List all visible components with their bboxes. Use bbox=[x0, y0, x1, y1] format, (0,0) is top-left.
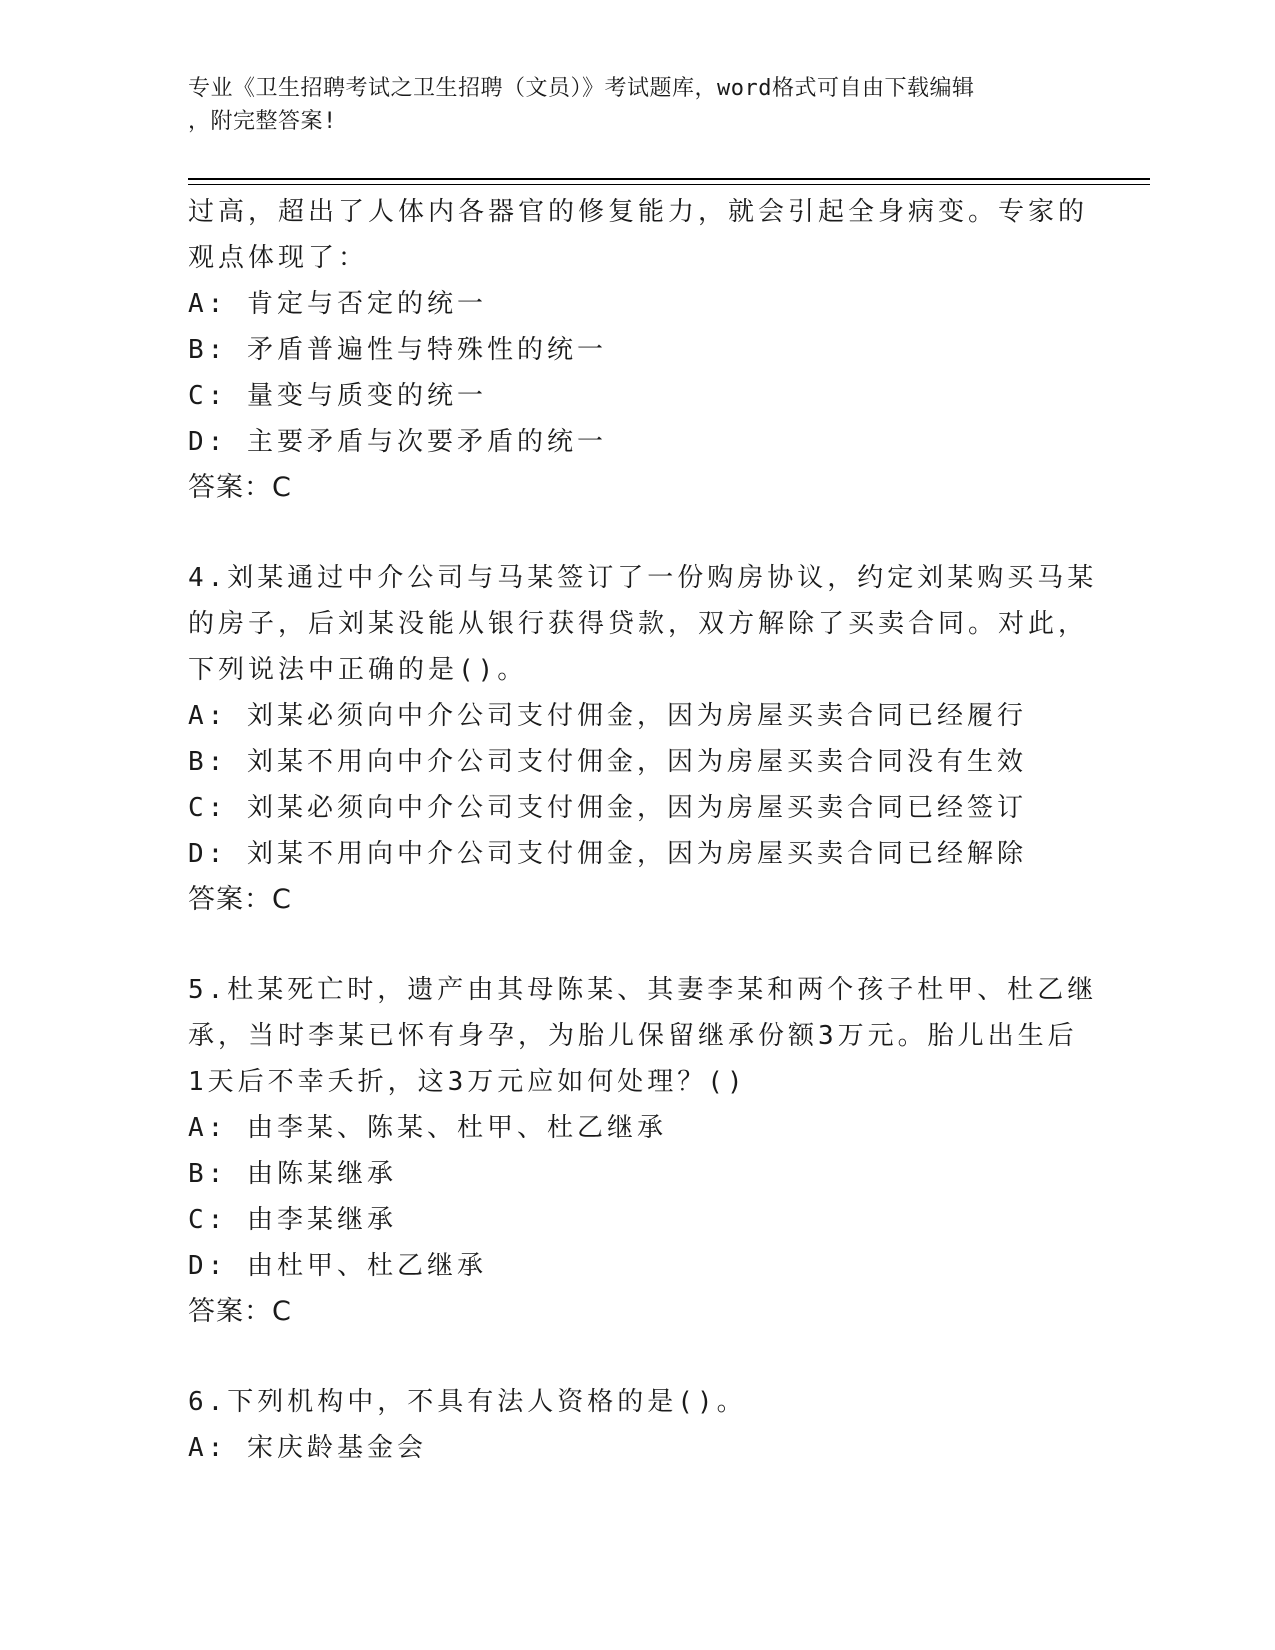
option-c: C: 量变与质变的统一 bbox=[188, 381, 487, 411]
answer: 答案：C bbox=[188, 884, 292, 915]
option-d: D: 刘某不用向中介公司支付佣金，因为房屋买卖合同已经解除 bbox=[188, 839, 1027, 869]
spacer bbox=[188, 923, 1088, 967]
question-stem-line: 过高，超出了人体内各器官的修复能力，就会引起全身病变。专家的 bbox=[188, 197, 1089, 227]
question-stem-line: 下列说法中正确的是()。 bbox=[188, 655, 528, 685]
header-line-1: 专业《卫生招聘考试之卫生招聘（文员）》考试题库，word格式可自由下载编辑 bbox=[188, 76, 975, 101]
header-line-2: ，附完整答案! bbox=[188, 109, 337, 134]
question-stem-line: 4.刘某通过中介公司与马某签订了一份购房协议，约定刘某购买马某 bbox=[188, 563, 1098, 593]
question-3 bbox=[188, 189, 1088, 511]
question-stem-line: 的房子，后刘某没能从银行获得贷款，双方解除了买卖合同。对此， bbox=[188, 609, 1089, 639]
header-rule-thin bbox=[188, 184, 1150, 185]
question-stem-line: 承，当时李某已怀有身孕，为胎儿保留继承份额3万元。胎儿出生后 bbox=[188, 1021, 1078, 1051]
answer: 答案：C bbox=[188, 472, 292, 503]
question-stem-line: 5.杜某死亡时，遗产由其母陈某、其妻李某和两个孩子杜甲、杜乙继 bbox=[188, 975, 1098, 1005]
question-4 bbox=[188, 555, 1098, 923]
spacer bbox=[188, 1335, 1088, 1379]
option-b: B: 矛盾普遍性与特殊性的统一 bbox=[188, 335, 607, 365]
spacer bbox=[188, 511, 1088, 555]
question-stem-line: 6.下列机构中，不具有法人资格的是()。 bbox=[188, 1387, 747, 1417]
document-header bbox=[188, 72, 1068, 138]
question-5 bbox=[188, 967, 1098, 1335]
answer: 答案：C bbox=[188, 1296, 292, 1327]
option-c: C: 由李某继承 bbox=[188, 1205, 397, 1235]
question-stem-line: 观点体现了： bbox=[188, 243, 369, 273]
option-d: D: 主要矛盾与次要矛盾的统一 bbox=[188, 427, 607, 457]
question-list bbox=[188, 189, 1098, 1471]
option-c: C: 刘某必须向中介公司支付佣金，因为房屋买卖合同已经签订 bbox=[188, 793, 1027, 823]
question-6 bbox=[188, 1379, 1088, 1471]
option-b: B: 刘某不用向中介公司支付佣金，因为房屋买卖合同没有生效 bbox=[188, 747, 1027, 777]
option-a: A: 刘某必须向中介公司支付佣金，因为房屋买卖合同已经履行 bbox=[188, 701, 1027, 731]
question-stem-line: 1天后不幸夭折，这3万元应如何处理？() bbox=[188, 1067, 747, 1097]
option-a: A: 肯定与否定的统一 bbox=[188, 289, 487, 319]
option-a: A: 由李某、陈某、杜甲、杜乙继承 bbox=[188, 1113, 667, 1143]
option-b: B: 由陈某继承 bbox=[188, 1159, 397, 1189]
header-rule-thick bbox=[188, 178, 1150, 180]
option-a: A: 宋庆龄基金会 bbox=[188, 1433, 427, 1463]
option-d: D: 由杜甲、杜乙继承 bbox=[188, 1251, 487, 1281]
